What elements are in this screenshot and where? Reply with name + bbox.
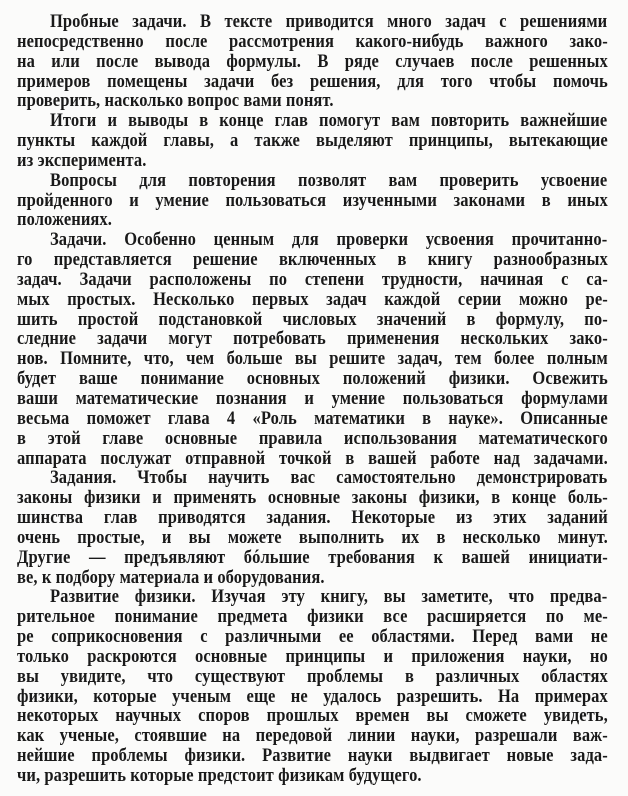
- paragraph-1-line-4: примеров помещены задачи без решения, для того чтобы помочь: [17, 71, 608, 92]
- paragraph-4-line-10: весьма поможет глава 4 «Роль математики в науке». Описанные: [17, 408, 608, 429]
- text-span: позволят вам проверить усвоение: [275, 170, 608, 191]
- paragraph-4-line-7: нов. Помните, что, чем больше вы решите задач, тем более полным: [17, 348, 608, 369]
- paragraph-2-line-1: [50, 110, 607, 132]
- paragraph-5-line-5: Другие — предъявляют бóльшие требования к вашей инициати-: [17, 547, 608, 568]
- paragraph-6-line-6: физики, которые ученым еще не удалось разрешить. На примерах: [17, 686, 608, 707]
- paragraph-4-line-9: ваши математические познания и умение пользоваться формулами: [17, 388, 608, 409]
- paragraph-4-line-3: задач. Задачи расположены по степени трудности, начиная с са-: [17, 269, 608, 290]
- paragraph-heading: Вопросы для повторения: [50, 170, 276, 191]
- paragraph-6-line-9: нейшие проблемы физики. Развитие науки выдвигает новые зада-: [17, 745, 608, 766]
- text-span: в конце глав помогут вам повторить важнейшие: [188, 110, 608, 131]
- paragraph-4-line-5: шить простой подстановкой числовых значений в формулу, по-: [17, 309, 608, 330]
- paragraph-5-line-1: [50, 467, 607, 489]
- paragraph-6-line-8: как ученые, стоявшие на передовой линии науки, разрешали важ-: [17, 725, 608, 746]
- paragraph-5-line-6: ве, к подбору материала и оборудования.: [17, 567, 325, 588]
- paragraph-heading: Задания.: [50, 467, 117, 488]
- paragraph-6-line-3: ре соприкосновения с различными ее областями. Перед вами не: [17, 626, 608, 647]
- paragraph-4-line-1: [50, 229, 607, 251]
- paragraph-1-line-2: непосредственно после рассмотрения какого-нибудь важного зако-: [17, 31, 608, 52]
- paragraph-4-line-8: будет ваше понимание основных положений физики. Освежить: [17, 368, 608, 389]
- paragraph-4-line-4: мых простых. Несколько первых задач каждой серии можно ре-: [17, 289, 608, 310]
- paragraph-5-line-4: очень простые, и вы можете выполнить их в несколько минут.: [17, 527, 608, 548]
- paragraph-5-line-2: законы физики и применять основные законы физики, в конце боль-: [17, 487, 608, 508]
- text-span: В тексте приводится много задач с решениями: [186, 11, 608, 32]
- paragraph-6-line-10: чи, разрешить которые предстоит физикам будущего.: [17, 765, 422, 786]
- paragraph-4-line-11: в этой главе основные правила использования математического: [17, 428, 608, 449]
- paragraph-5-line-3: шинства глав приводятся задания. Некоторые из этих заданий: [17, 507, 608, 528]
- paragraph-3-line-3: положениях.: [17, 209, 112, 230]
- paragraph-heading: Задачи.: [50, 229, 107, 250]
- paragraph-2-line-3: из эксперимента.: [17, 150, 147, 171]
- paragraph-6-line-5: вы увидите, что существуют проблемы в различных областях: [17, 666, 608, 687]
- paragraph-heading: Развитие физики.: [50, 586, 196, 607]
- paragraph-6-line-1: [50, 586, 607, 608]
- text-span: Особенно ценным для проверки усвоения прочитанно-: [106, 229, 608, 250]
- paragraph-3-line-2: пройденного и умение пользоваться изученными законами в иных: [17, 190, 608, 211]
- paragraph-4-line-12: аппарата послужат отправной точкой в вашей работе над задачами.: [17, 448, 608, 469]
- paragraph-heading: Итоги и выводы: [50, 110, 189, 131]
- paragraph-1-line-1: [50, 11, 607, 33]
- paragraph-4-line-2: го представляется решение включенных в книгу разнообразных: [17, 249, 608, 270]
- paragraph-heading: Пробные задачи.: [50, 11, 187, 32]
- paragraph-2-line-2: пункты каждой главы, а также выделяют принципы, вытекающие: [17, 130, 608, 151]
- paragraph-1-line-5: проверить, насколько вопрос вами понят.: [17, 90, 334, 111]
- paragraph-6-line-2: рительное понимание предмета физики все расширяется по ме-: [17, 606, 608, 627]
- text-span: Чтобы научить вас самостоятельно демонстрировать: [116, 467, 608, 488]
- paragraph-4-line-6: следние задачи могут потребовать применения нескольких зако-: [17, 328, 608, 349]
- text-span: Изучая эту книгу, вы заметите, что предва-: [195, 586, 608, 607]
- paragraph-1-line-3: на или после вывода формулы. В ряде случаев после решенных: [17, 51, 608, 72]
- paragraph-3-line-1: [50, 170, 607, 192]
- paragraph-6-line-7: некоторых научных споров прошлых времен вы сможете увидеть,: [17, 705, 608, 726]
- paragraph-6-line-4: только раскроются основные принципы и приложения науки, но: [17, 646, 608, 667]
